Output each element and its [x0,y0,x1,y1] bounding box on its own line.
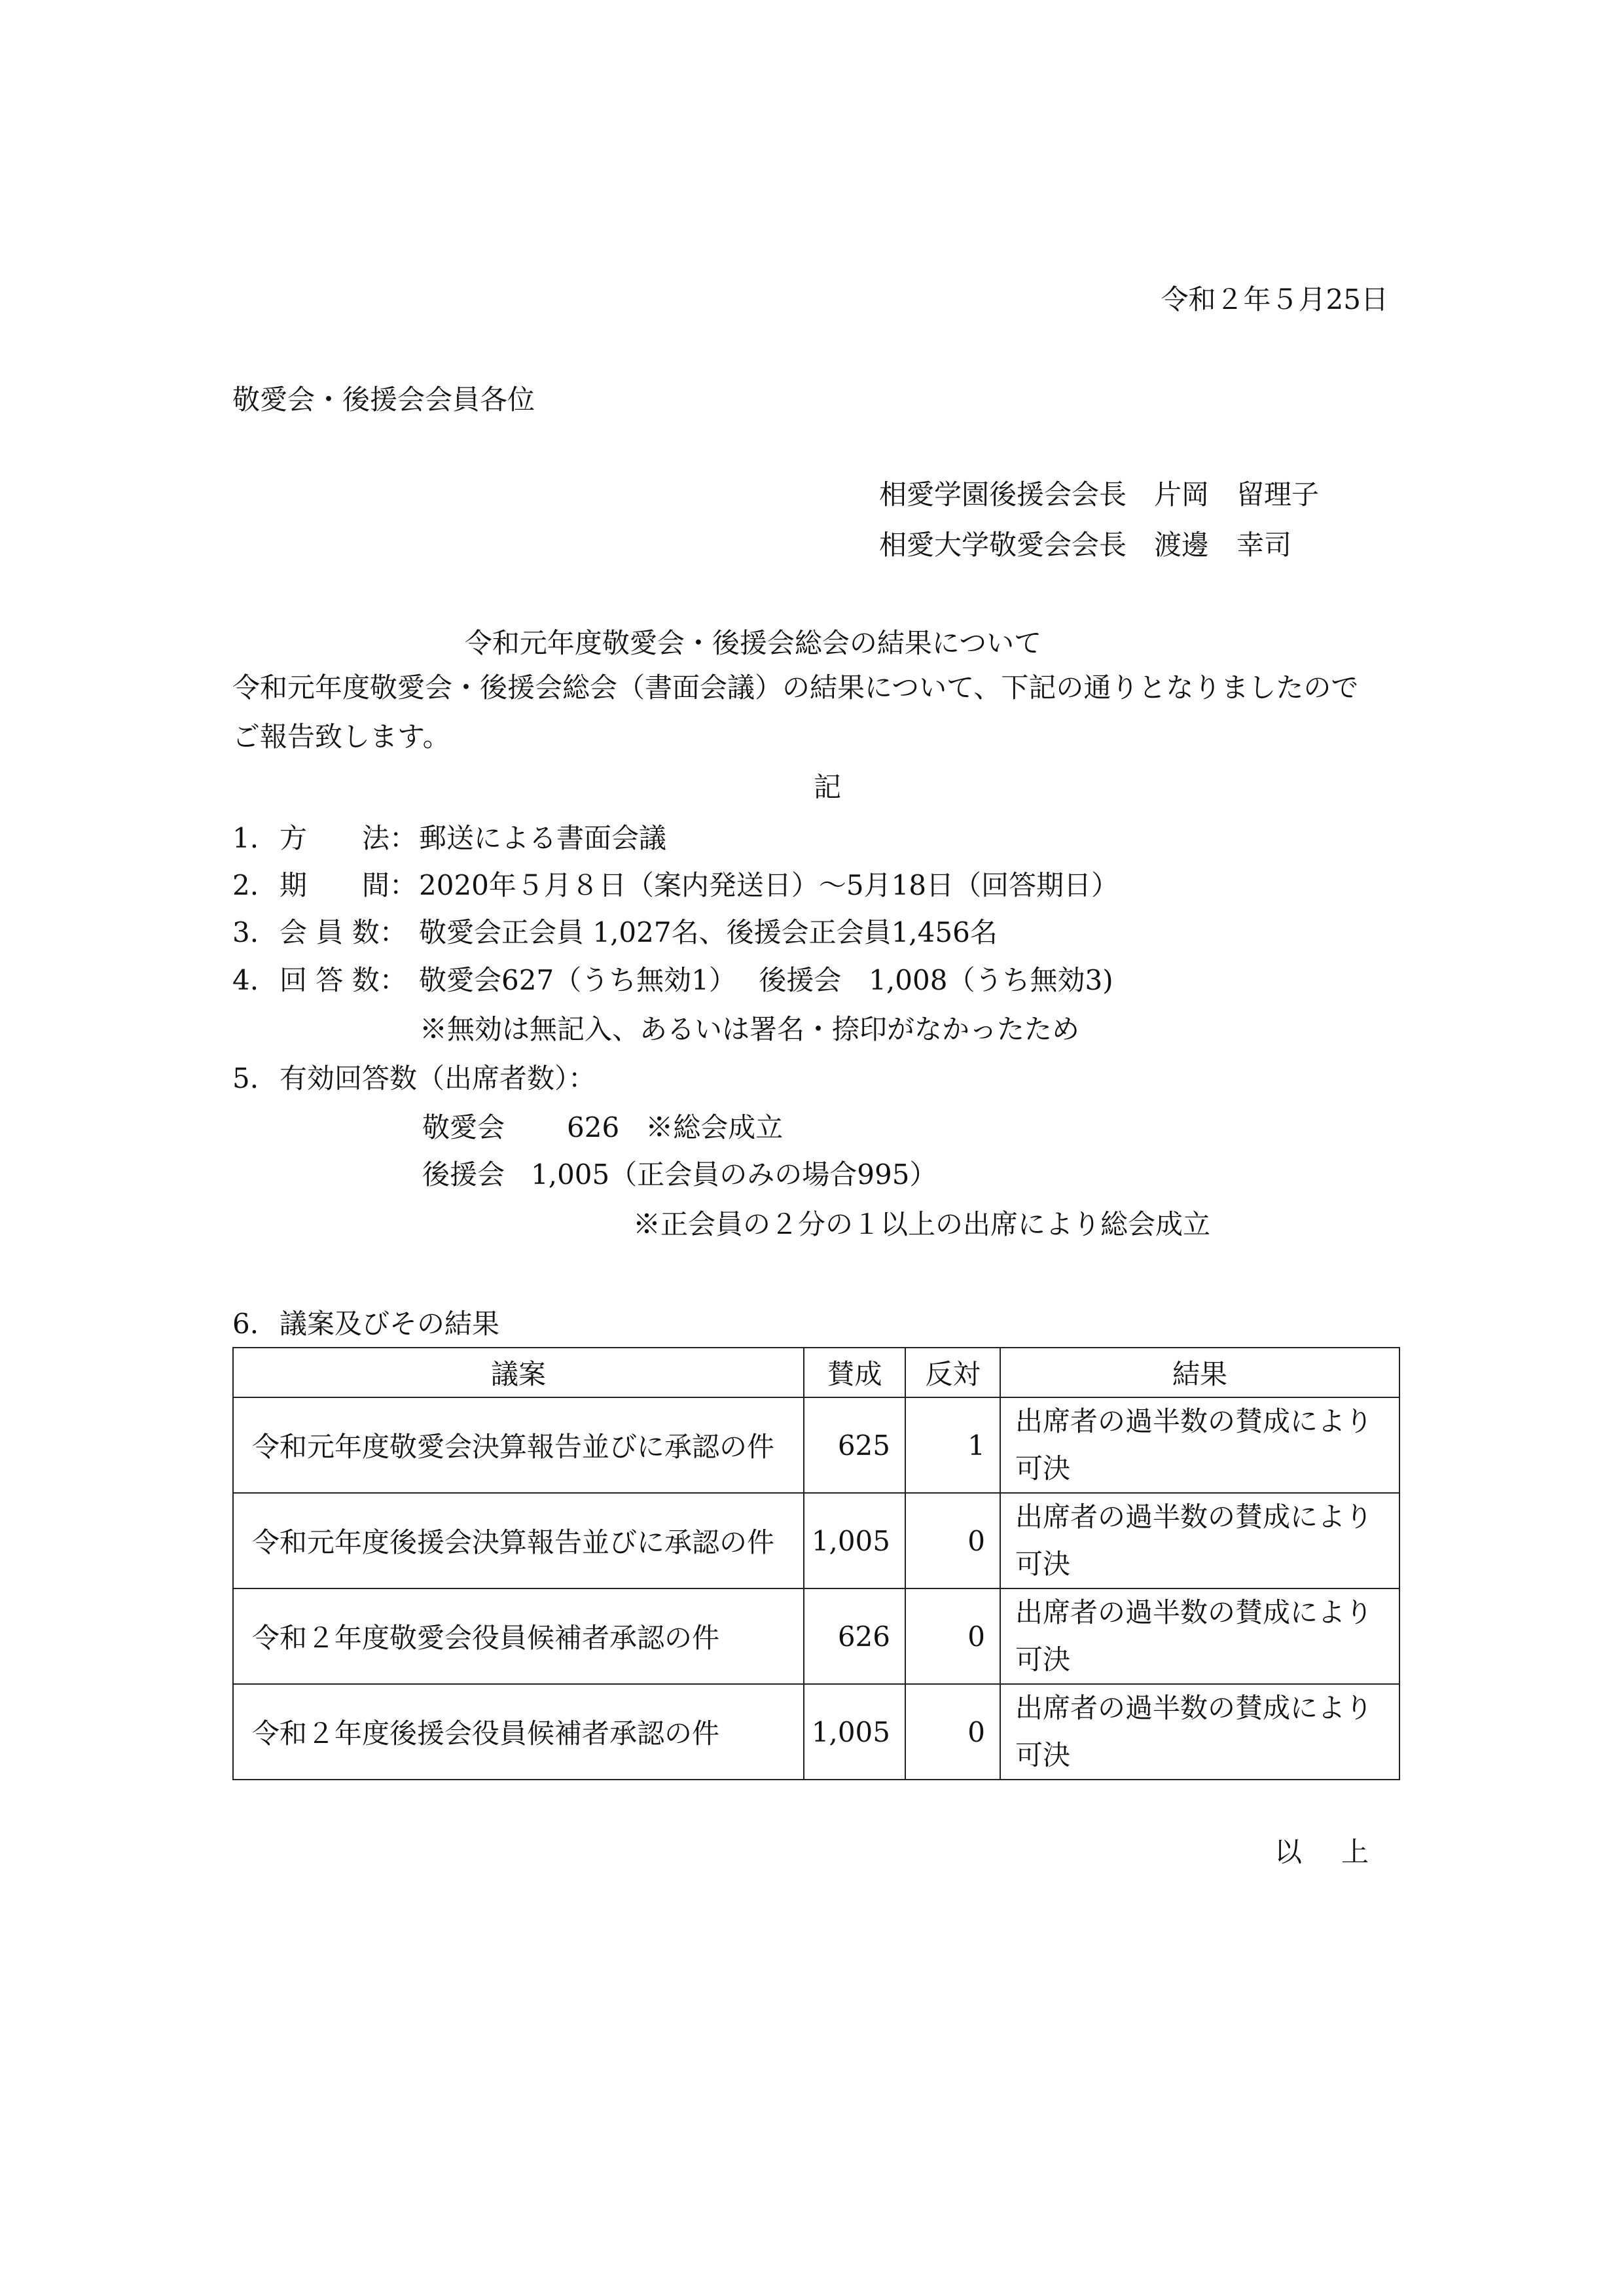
result-cell [1000,1684,1399,1780]
quorum-note: ※正会員の２分の１以上の出席により総会成立 [633,1208,1211,1240]
sender-name: 渡邊 幸司 [1154,529,1292,561]
item-text: 議案及びその結果 [280,1308,500,1340]
item-number: 5. [232,1062,259,1094]
yes-cell: 1,005 [804,1493,905,1588]
result-line-2: 可決 [1015,1452,1071,1484]
no-cell: 0 [905,1588,1000,1684]
table-row [233,1493,1399,1588]
item-label: 回 答 数： [280,964,407,996]
header-proposal: 議案 [233,1348,804,1397]
result-line-1: 出席者の過半数の賛成により [1015,1501,1373,1533]
item-label: 会 員 数： [280,916,407,948]
result-line-1: 出席者の過半数の賛成により [1015,1405,1373,1437]
item-responses [232,959,1113,998]
item-proposals [232,1302,499,1342]
attendance-org: 後援会 [422,1158,505,1191]
item-text: 敬愛会正会員 1,027名、後援会正会員1,456名 [419,916,998,948]
table-header-row [233,1348,1399,1397]
result-line-1: 出席者の過半数の賛成により [1015,1692,1373,1724]
document-title: 令和元年度敬愛会・後援会総会の結果について [464,627,1042,659]
attendance-value: 626 [567,1111,620,1143]
proposal-cell: 令和２年度敬愛会役員候補者承認の件 [233,1588,804,1684]
item-text: 有効回答数（出席者数）： [280,1062,596,1094]
results-table [232,1347,1400,1780]
document-date: 令和２年５月25日 [1161,283,1388,315]
result-line-1: 出席者の過半数の賛成により [1015,1596,1373,1628]
sender-org: 相愛学園後援会会長 [879,478,1127,511]
closing-b: 上 [1341,1836,1369,1868]
proposal-cell: 令和元年度後援会決算報告並びに承認の件 [233,1493,804,1588]
result-line-2: 可決 [1015,1739,1071,1771]
item-method [232,817,666,856]
item-valid-responses [232,1057,596,1096]
result-cell [1000,1588,1399,1684]
intro-line-2: ご報告致します。 [232,721,450,753]
yes-cell: 626 [804,1588,905,1684]
table-row [233,1588,1399,1684]
item-number: 1. [232,822,259,854]
no-cell: 0 [905,1493,1000,1588]
item-number: 6. [232,1308,259,1340]
attendance-org: 敬愛会 [422,1111,505,1143]
item-number: 4. [232,964,259,996]
closing-mark [1274,1831,1369,1870]
sender-name: 片岡 留理子 [1154,478,1320,511]
item-text: 敬愛会627（うち無効1） 後援会 1,008（うち無効3) [419,964,1113,996]
ki-heading: 記 [814,771,842,803]
item-label: 期 間： [280,869,418,901]
header-result: 結果 [1000,1348,1399,1397]
result-line-2: 可決 [1015,1643,1071,1676]
no-cell: 0 [905,1684,1000,1780]
invalid-note: ※無効は無記入、あるいは署名・捺印がなかったため [420,1013,1080,1045]
attendance-koenkai [422,1153,937,1193]
item-number: 3. [232,916,259,948]
result-line-2: 可決 [1015,1548,1071,1580]
attendance-note: ※総会成立 [645,1111,784,1143]
header-yes: 賛成 [804,1348,905,1397]
sender-2 [879,524,1291,563]
sender-1 [879,473,1319,512]
sender-org: 相愛大学敬愛会会長 [879,529,1127,561]
attendance-value: 1,005（正会員のみの場合995） [531,1158,937,1191]
intro-line-1: 令和元年度敬愛会・後援会総会（書面会議）の結果について、下記の通りとなりましたので [232,672,1359,704]
result-cell [1000,1397,1399,1493]
closing-a: 以 [1274,1836,1303,1868]
yes-cell: 1,005 [804,1684,905,1780]
item-text: 郵送による書面会議 [419,822,667,854]
no-cell: 1 [905,1397,1000,1493]
proposal-cell: 令和２年度後援会役員候補者承認の件 [233,1684,804,1780]
yes-cell: 625 [804,1397,905,1493]
table-row [233,1397,1399,1493]
attendance-keiaikai [422,1106,783,1145]
header-no: 反対 [905,1348,1000,1397]
item-text: 2020年５月８日（案内発送日）〜5月18日（回答期日） [419,869,1119,901]
item-period [232,864,1119,903]
table-row [233,1684,1399,1780]
item-number: 2. [232,869,259,901]
item-label: 方 法： [280,822,418,854]
item-members [232,911,998,950]
result-cell [1000,1493,1399,1588]
addressee: 敬愛会・後援会会員各位 [232,384,535,416]
proposal-cell: 令和元年度敬愛会決算報告並びに承認の件 [233,1397,804,1493]
